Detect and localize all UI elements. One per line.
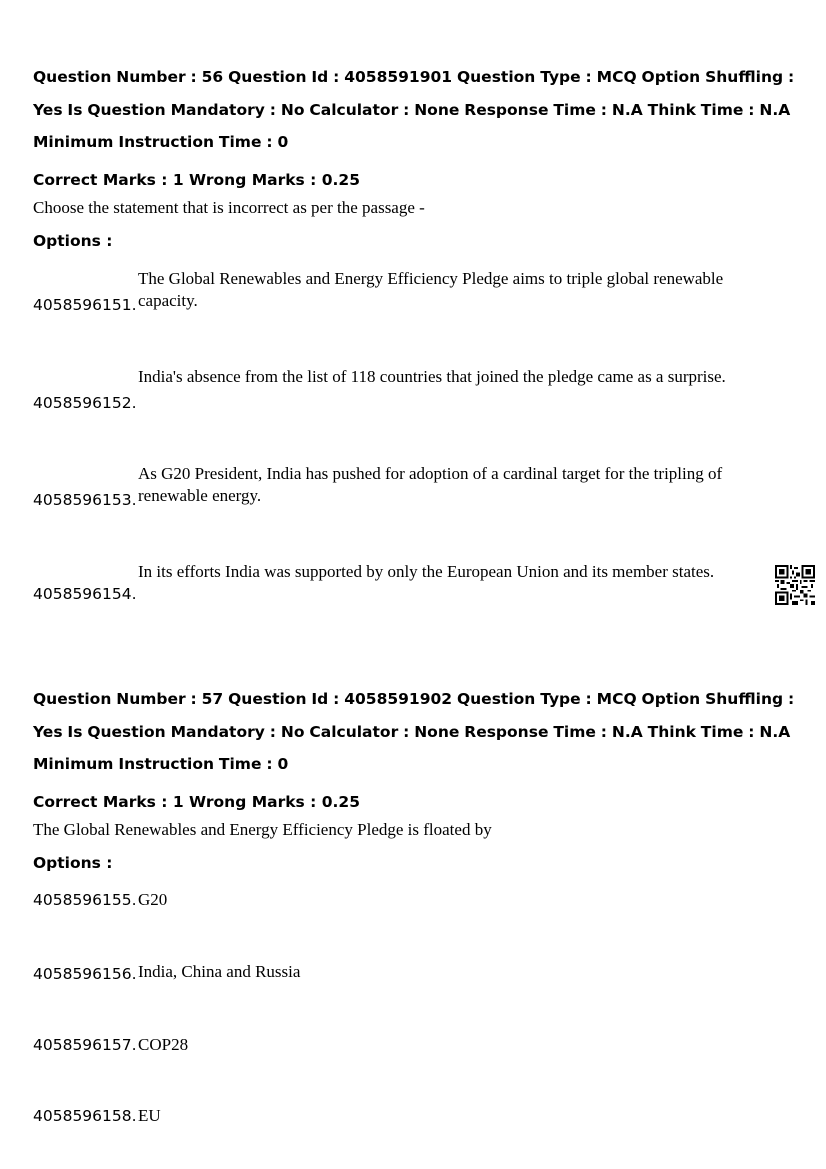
question-56-meta: Question Number : 56 Question Id : 4058591901 Question Type : MCQ Option Shuffling : Yes Is Question Mandatory : No Calculator : None Response Time : N.A Think Time : N.A Minimum Instruction Time : 0 bbox=[33, 68, 795, 151]
option-id: 4058596158. bbox=[33, 1107, 137, 1125]
question-56-marks: Correct Marks : 1 Wrong Marks : 0.25 bbox=[33, 171, 360, 189]
option-text: EU bbox=[138, 1106, 161, 1125]
option-text: As G20 President, India has pushed for adoption of a cardinal target for the tripling of renewable energy. bbox=[138, 464, 723, 505]
option-text: G20 bbox=[138, 890, 168, 909]
question-57-marks: Correct Marks : 1 Wrong Marks : 0.25 bbox=[33, 793, 360, 811]
option-id: 4058596155. bbox=[33, 891, 137, 909]
question-56-options-label: Options : bbox=[33, 232, 113, 250]
question-57-options-label: Options : bbox=[33, 854, 113, 872]
qr-code-icon bbox=[775, 565, 815, 605]
question-57-meta: Question Number : 57 Question Id : 4058591902 Question Type : MCQ Option Shuffling : Yes Is Question Mandatory : No Calculator : None Response Time : N.A Think Time : N.A Minimum Instruction Time : 0 bbox=[33, 690, 795, 773]
option-id: 4058596151. bbox=[33, 296, 137, 314]
option-id: 4058596152. bbox=[33, 394, 137, 412]
option-text: The Global Renewables and Energy Efficiency Pledge aims to triple global renewable capacity. bbox=[138, 269, 724, 310]
option-id: 4058596157. bbox=[33, 1036, 137, 1054]
question-56-text: Choose the statement that is incorrect as per the passage - bbox=[33, 198, 425, 217]
option-id: 4058596154. bbox=[33, 585, 137, 603]
question-57-text: The Global Renewables and Energy Efficiency Pledge is floated by bbox=[33, 820, 492, 839]
option-text: India's absence from the list of 118 countries that joined the pledge came as a surprise. bbox=[138, 367, 726, 386]
option-id: 4058596156. bbox=[33, 965, 137, 983]
option-text: In its efforts India was supported by only the European Union and its member states. bbox=[138, 562, 715, 581]
option-text: COP28 bbox=[138, 1035, 189, 1054]
option-text: India, China and Russia bbox=[138, 962, 301, 981]
option-id: 4058596153. bbox=[33, 491, 137, 509]
